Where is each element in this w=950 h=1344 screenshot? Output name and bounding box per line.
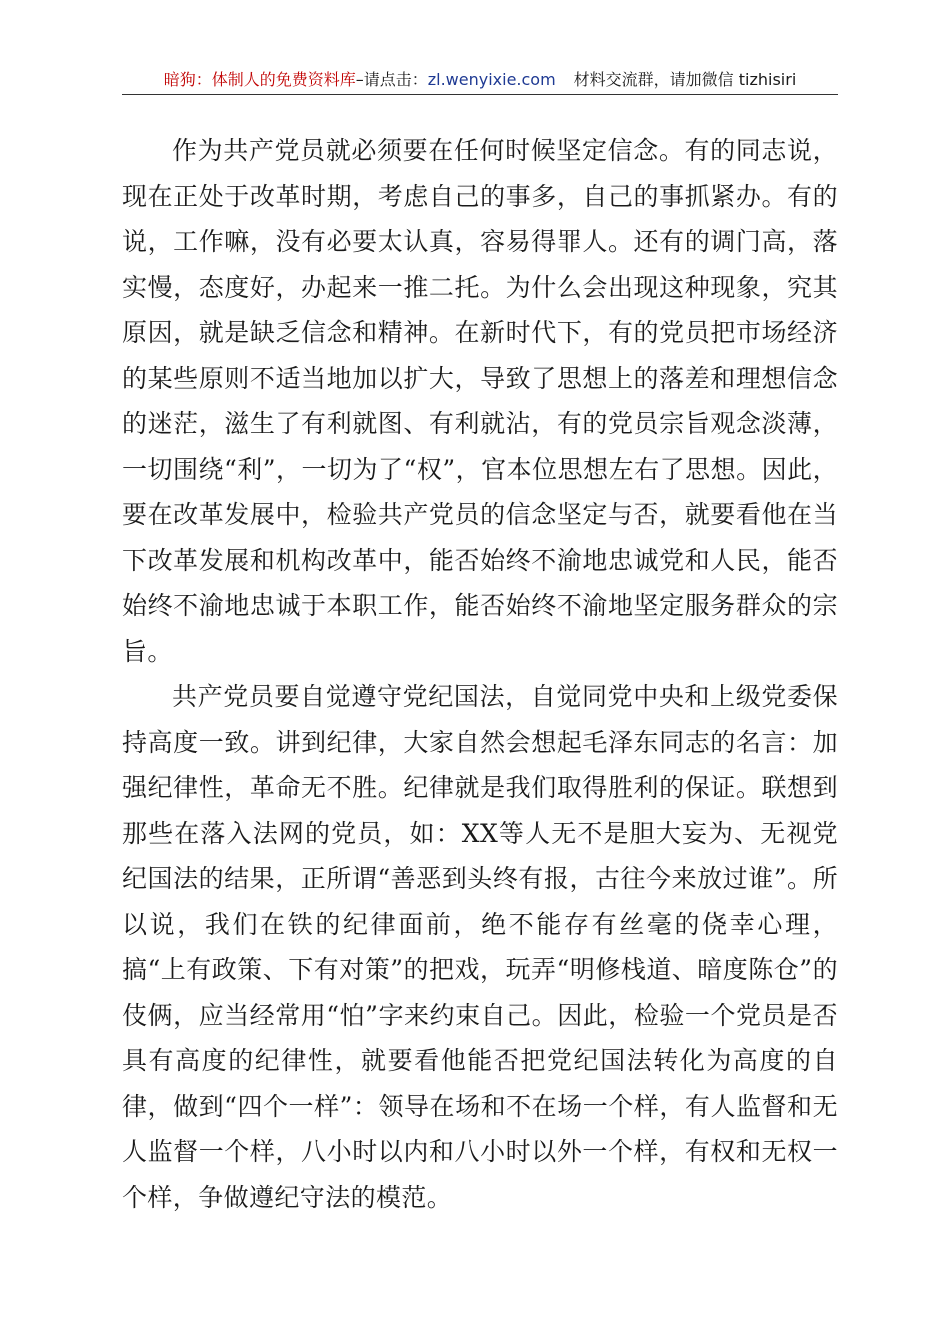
document-body [122,128,838,1220]
header-click-prompt: –请点击： [355,70,428,89]
page-header [122,66,838,95]
paragraph-firm-belief: 作为共产党员就必须要在任何时候坚定信念。有的同志说，现在正处于改革时期，考虑自己的事多，自己的事抓紧办。有的说，工作嘛，没有必要太认真，容易得罪人。还有的调门高，落实慢，态度好，办起来一推二托。为什么会出现这种现象，究其原因，就是缺乏信念和精神。在新时代下，有的党员把市场经济的某些原则不适当地加以扩大，导致了思想上的落差和理想信念的迷茫，滋生了有利就图、有利就沾，有的党员宗旨观念淡薄，一切围绕“利”，一切为了“权”，官本位思想左右了思想。因此，要在改革发展中，检验共产党员的信念坚定与否，就要看他在当下改革发展和机构改革中，能否始终不渝地忠诚党和人民，能否始终不渝地忠诚于本职工作，能否始终不渝地坚定服务群众的宗旨。 [122,136,838,666]
header-brand: 暗狗：体制人的免费资料库 [163,70,356,89]
header-group-info: 材料交流群，请加微信 tizhisiri [573,70,797,89]
paragraph-discipline: 共产党员要自觉遵守党纪国法，自觉同党中央和上级党委保持高度一致。讲到纪律，大家自然会想起毛泽东同志的名言：加强纪律性，革命无不胜。纪律就是我们取得胜利的保证。联想到那些在落入法网的党员，如：XX等人无不是胆大妄为、无视党纪国法的结果，正所谓“善恶到头终有报，古往今来放过谁”。所以说，我们在铁的纪律面前，绝不能存有丝毫的侥幸心理，搞“上有政策、下有对策”的把戏，玩弄“明修栈道、暗度陈仓”的伎俩，应当经常用“怕”字来约束自己。因此，检验一个党员是否具有高度的纪律性，就要看他能否把党纪国法转化为高度的自律，做到“四个一样”：领导在场和不在场一个样，有人监督和无人监督一个样，八小时以内和八小时以外一个样，有权和无权一个样，争做遵纪守法的模范。 [122,682,838,1212]
header-url-link[interactable]: zl.wenyixie.com [427,70,556,89]
